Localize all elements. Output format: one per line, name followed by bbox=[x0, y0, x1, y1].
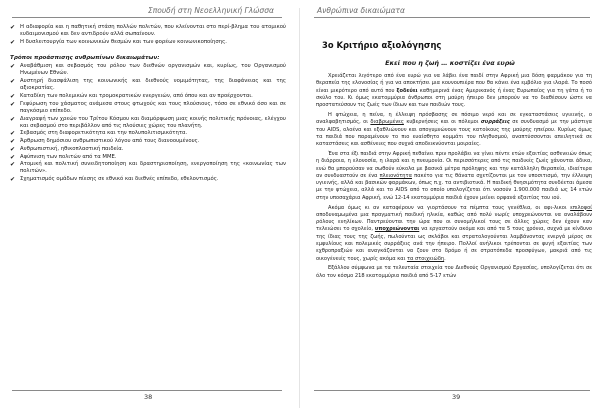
causes-list bbox=[10, 24, 286, 46]
section-title: 3ο Κριτήριο αξιολόγησης bbox=[322, 40, 442, 50]
list-item: ✔ Άρθρωση δημόσιου ανθρωπιστικού λόγου από τους διανοουμένους. bbox=[10, 138, 200, 146]
check-icon: ✔ bbox=[10, 38, 16, 46]
check-icon: ✔ bbox=[10, 100, 16, 108]
list-item: ✔ Η δυσλειτουργία των κοινωνικών θεσμών και των φορέων κοινωνικοποίησης. bbox=[10, 38, 227, 46]
check-icon: ✔ bbox=[10, 145, 16, 153]
paragraph: Χρειάζεται λιγότερο από ένα ευρώ για να λάβει ένα παιδί στην Αφρική μια δόση φαρμάκου για τη θεραπεία της ελονοσίας ή για να αποκτήσει μια κουνουπιέρα που θα κάνει ένα εμβόλιο για ιλαρά. Το ποσό είναι μικρότερο από αυτό που ξοδεύει καθημερινά ένας Αμερικανός ή ένας Ευρωπαίος για τη γάτα ή το σκύλο του. Κι όμως εκατομμύρια άνθρωποι στη μαύρη ήπειρο δεν μπορούν να το διαθέσουν ώστε να προστατεύσουν τις ζωές των ίδιων και των παιδιών τους. bbox=[316, 73, 592, 109]
list-item: ✔ Αφύπνιση των πολιτών από τα ΜΜΕ. bbox=[10, 153, 117, 161]
list-item: ✔ Αναβάθμιση και σεβασμός του ρόλου των διεθνών οργανισμών και, κυρίως, του Οργανισμού Ηνωμένων Εθνών. bbox=[10, 63, 286, 77]
check-icon: ✔ bbox=[10, 176, 16, 184]
check-icon: ✔ bbox=[10, 78, 16, 86]
check-icon: ✔ bbox=[10, 138, 16, 146]
list-item: ✔ Γεφύρωση του χάσματος ανάμεσα στους φτωχούς και τους πλούσιους, τόσο σε εθνικό όσο και σε παγκόσμιο επίπεδο. bbox=[10, 100, 286, 114]
check-icon: ✔ bbox=[10, 130, 16, 138]
left-running-head: Σπουδή στη Νεοελληνική Γλώσσα bbox=[148, 6, 274, 15]
article-subtitle: Εκεί που η ζωή … κοστίζει ένα ευρώ bbox=[385, 59, 515, 67]
check-icon: ✔ bbox=[10, 115, 16, 123]
check-icon: ✔ bbox=[10, 63, 16, 71]
left-page-number: 38 bbox=[144, 393, 153, 401]
right-page bbox=[300, 0, 600, 416]
left-body bbox=[10, 24, 286, 184]
list-item: ✔ Η αδιαφορία και η παθητική στάση πολλών πολιτών, που κλείνονται στο περί-βλημα του ατομικού ευδαιμονισμού και δεν αντιδρούν αλλά σωπαίνουν. bbox=[10, 24, 286, 38]
right-body bbox=[316, 73, 592, 283]
list-item: ✔ Σχηματισμός ομάδων πίεσης σε εθνικό και διεθνές επίπεδο, εθελοντισμός. bbox=[10, 176, 219, 184]
list-item: ✔ Αυστηρή διασφάλιση της κοινωνικής και διεθνούς νομιμότητας, της διαφάνειας και της αξιοκρατίας. bbox=[10, 78, 286, 92]
left-header-rule bbox=[12, 17, 282, 18]
right-footer-rule bbox=[314, 390, 590, 391]
right-page-number: 39 bbox=[452, 393, 461, 401]
list-item: ✔ Καταδίκη των πολεμικών και τρομοκρατικών ενεργειών, από όπου και αν προέρχονται. bbox=[10, 92, 253, 100]
check-icon: ✔ bbox=[10, 161, 16, 169]
list-item: ✔ Σεβασμός στη διαφορετικότητα και την πολυπολιτισμικότητα. bbox=[10, 130, 188, 138]
paragraph: Ακόμα όμως κι αν καταφέρουν να γιορτάσουν τα πέμπτα τους γενέθλια, οι αφι-λικοι επιλοφοί αποδυναμωμένα μια πραγματική παιδική ηλικία, καθώς από πολύ νωρίς υποχρεώνονται να αναλάβουν ρόλους ενηλίκων. Παντρεύονται την ώρα που οι συνομήλικοί τους σε άλλες χώρες δεν έχουν καν τελειώσει το σχολείο, υποχρεώνονται να εργαστούν ακόμα και από τα 5 τους χρόνια, συχνά με κίνδυνο της ίδιας τους της ζωής, πωλούνται ως σκλάβοι και στρατολογούνται λαμβάνοντας ενεργά μέρος σε εμφυλίους και πολεμικές συρράξεις ανά την ήπειρο. Πολλοί ανήλικοι τρέπονται σε φυγή εξαιτίας των εχθροπραξιών και αναγκάζονται να ζουν στο δρόμο ή σε στρατόπεδα προσφύγων, μακριά από τις οικογένειές τους, χωρίς ακόμα και τα στοιχειώδη. bbox=[316, 204, 592, 262]
rights-list bbox=[10, 63, 286, 183]
list-item: ✔ Διαγραφή των χρεών του Τρίτου Κόσμου και διαμόρφωση μιας κοινής πολιτικής πρόνοιας, ελέγχου και σεβασμού στο περιβάλλον από τις πλούσιες χώρες του πλανήτη. bbox=[10, 115, 286, 129]
right-running-head: Ανθρώπινα δικαιώματα bbox=[317, 6, 406, 15]
check-icon: ✔ bbox=[10, 24, 16, 31]
paragraph: Ένα στα έξι παιδιά στην Αφρική πεθαίνει πριν προλάβει να γίνει πέντε ετών εξαιτίας ασθενειών όπως η διάρροια, η ελονοσία, η ιλαρά και η πνευμονία. Οι περισσότερες από τις παιδικές ζωές χάνονται άδικα, ενώ θα μπορούσαν να σωθούν εύκολα με βασικά μέτρα πρόληψης και την κατάλληλη θεραπεία, ιδιαίτερα αν συνδυαστούν σε ένα πλειονότητα πακέτο για τις θάνατα σχετίζονται με τον υποσιτισμό, την έλλειψη υγιεινής, αλλά και βασικών φαρμάκων, όπως π.χ. τα αντιβιοτικά. Η παιδική θνησιμότητα συνδέεται άμεσα με την φτώχεια, αλλά και το AIDS από το οποίο υπολογίζεται ότι νοσούν 1.900.000 παιδιά ως 14 ετών στην υποσαχάρια Αφρική, ενώ 12-14 εκατομμύρια παιδιά έχουν μείνει ορφανά εξαιτίας του ιού. bbox=[316, 150, 593, 201]
paragraph: Εξάλλου σύμφωνα με τα τελευταία στοιχεία του Διεθνούς Οργανισμού Εργασίας, υπολογίζεται ότι σε όλο τον κόσμο 218 εκατομμύρια παιδιά από 5-17 ετών bbox=[316, 265, 592, 279]
check-icon: ✔ bbox=[10, 92, 16, 100]
list-item: ✔ Ανθρωπιστική, ηθικοπλαστική παιδεία. bbox=[10, 145, 124, 153]
right-header-rule bbox=[314, 17, 590, 18]
left-footer-rule bbox=[12, 390, 282, 391]
list-item: ✔ Ατομική και πολιτική συνειδητοποίηση και δραστηριοποίηση, ενεργοποίηση της «κοινωνίας των πολιτών». bbox=[10, 161, 286, 175]
paragraph: Η φτώχεια, η πείνα, η έλλειψη πρόσβασης σε πόσιμο νερό και σε εγκαταστάσεις υγιεινής, ο αναλφαβητισμός, οι διαβρωμένες κυβερνήσεις και οι πόλεμοι συρράξεις σε συνδυασμό με την μάστιγα του AIDS, ολοένα και εξαθλιώνουν και απογυμνώνουν τους κατοίκους της μαύρης ηπείρου. Κυρίως όμως τα παιδιά που παραμένουν το πιο ευαίσθητο κομμάτι του πληθυσμού, αναπτύσσονται απειλητικά σε καταστάσεις και ασθένειες που συχνά αποδεικνύονται μοιραίες. bbox=[316, 111, 592, 148]
rights-heading: Τρόποι προάσπισης ανθρωπίνων δικαιωμάτων: bbox=[10, 55, 160, 62]
check-icon: ✔ bbox=[10, 153, 16, 161]
